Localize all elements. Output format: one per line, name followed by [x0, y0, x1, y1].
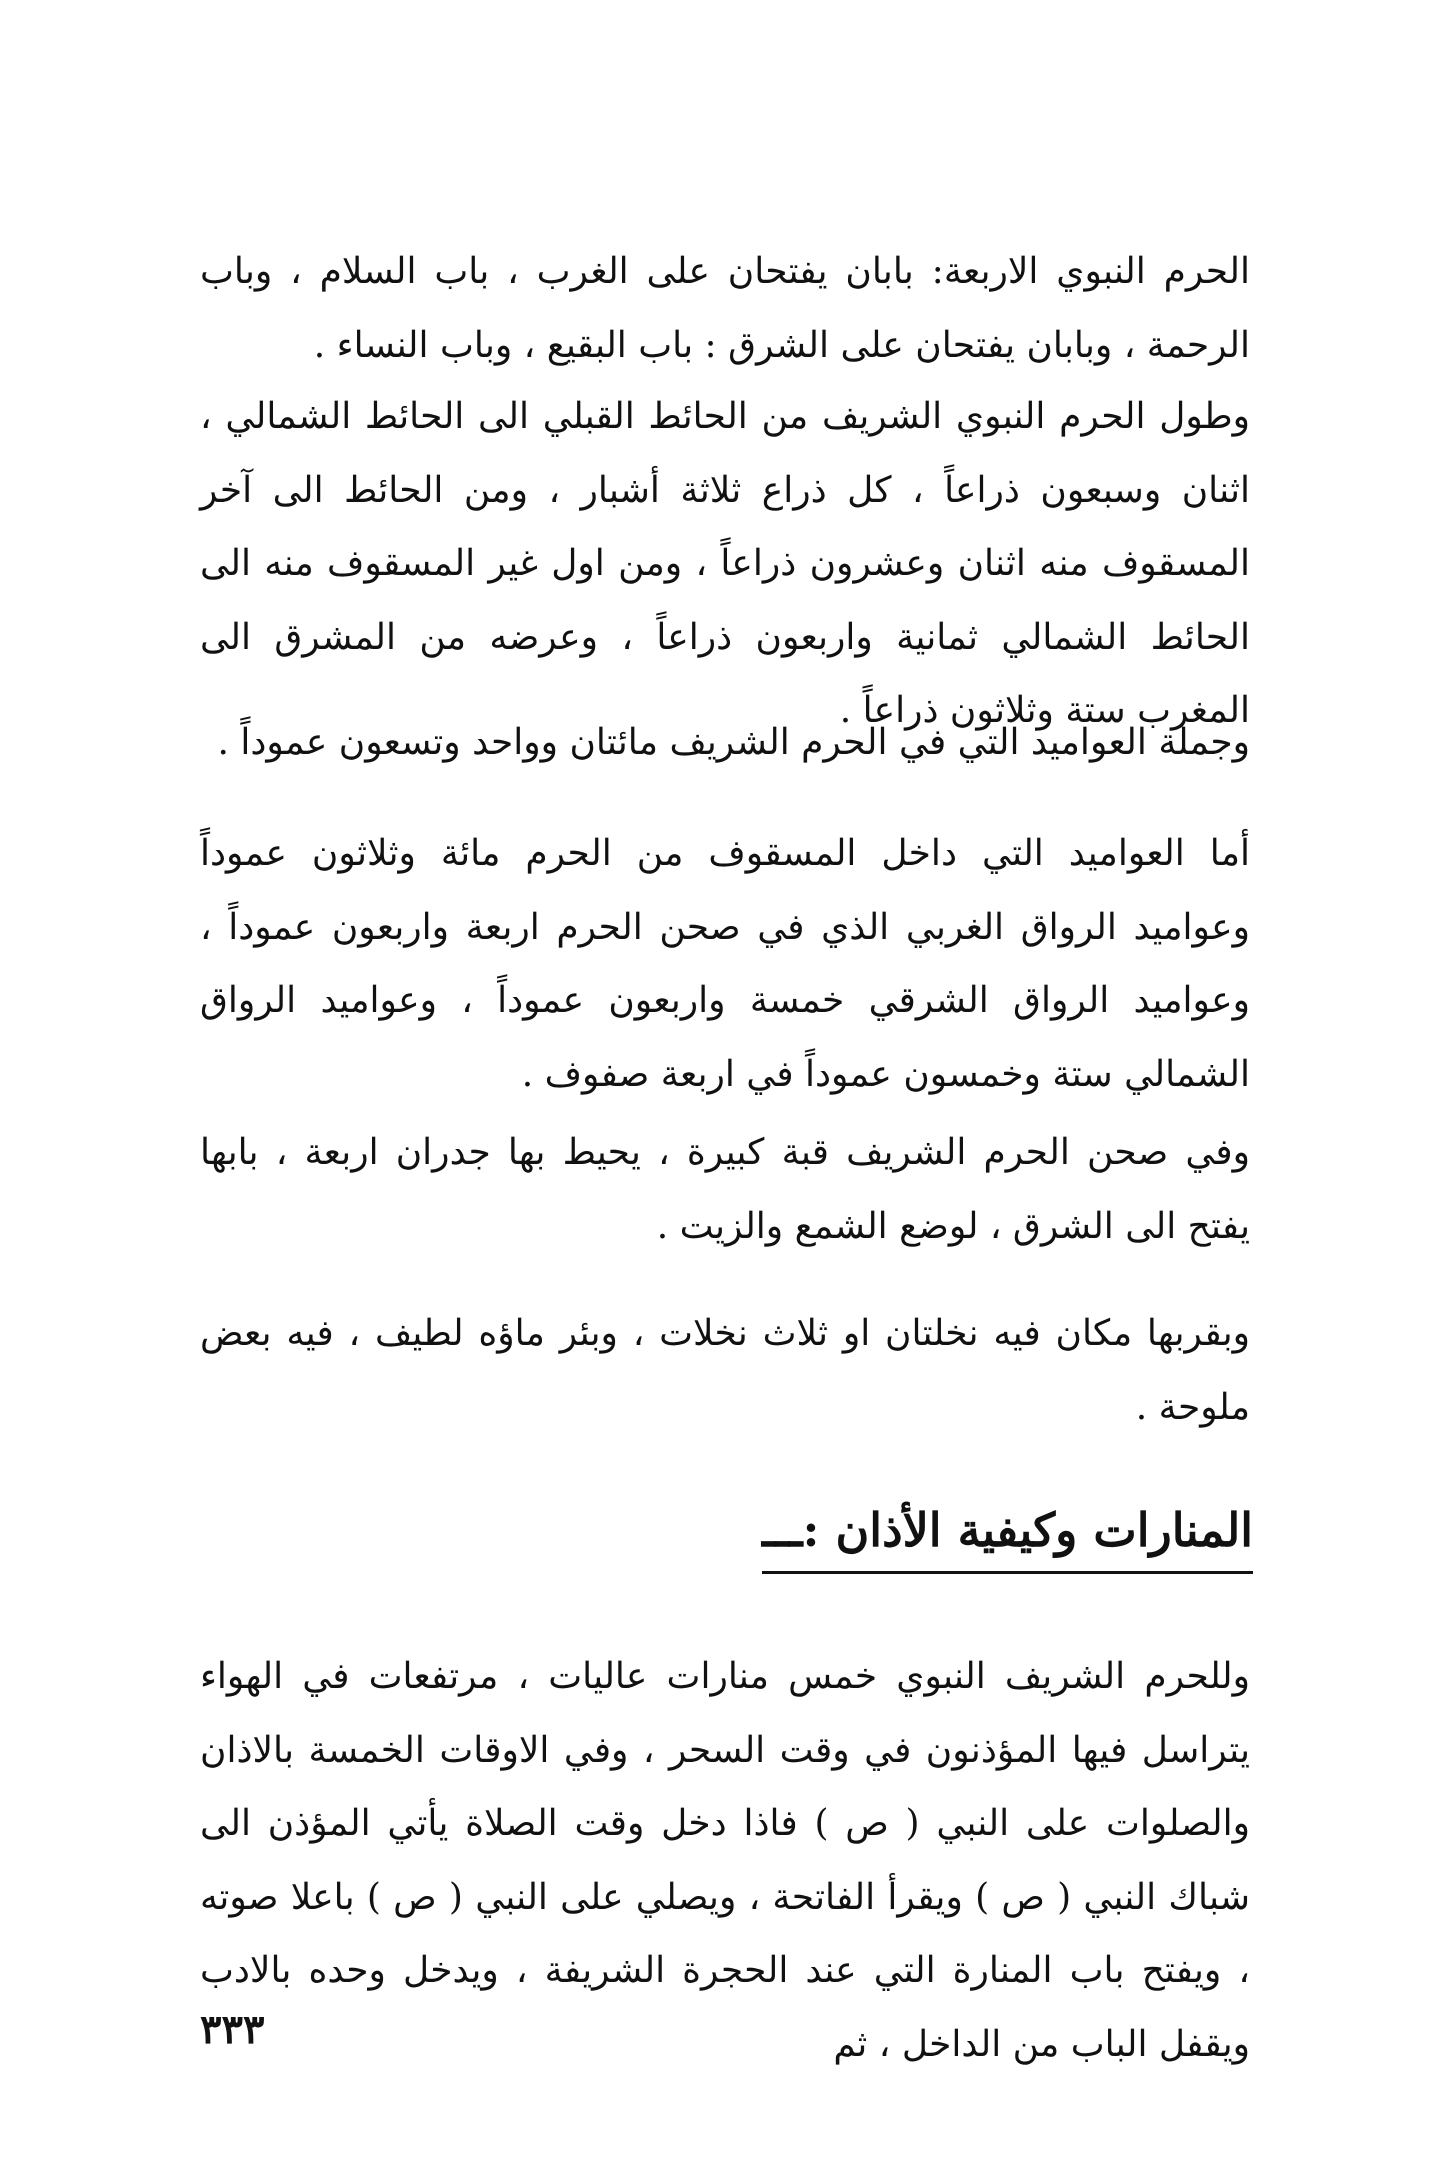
paragraph-palms-well: وبقربها مكان فيه نخلتان او ثلاث نخلات ، وبئر ماؤه لطيف ، فيه بعض ملوحة .: [200, 1313, 1250, 1428]
section-heading: المنارات وكيفية الأذان :ـــ: [762, 1495, 1253, 1574]
page-number: ٣٣٣: [200, 2006, 265, 2053]
paragraph-dimensions: وطول الحرم النبوي الشريف من الحائط القبلي الى الحائط الشمالي ، اثنان وسبعون ذراعاً ، كل ذراع ثلاثة أشبار ، ومن الحائط الى آخر المسقوف منه اثنان وعشرون ذراعاً ، ومن اول غير المسقوف منه الى الحائط الشمالي ثمانية واربعون ذراعاً ، وعرضه من المشرق الى المغرب ستة وثلاثون ذراعاً .: [200, 396, 1250, 731]
paragraph-column-total: وجملة العواميد التي في الحرم الشريف مائتان وواحد وتسعون عموداً .: [217, 722, 1250, 763]
paragraph-columns-detail: أما العواميد التي داخل المسقوف من الحرم مائة وثلاثون عموداً وعواميد الرواق الغربي الذي في صحن الحرم اربعة واربعون عموداً ، وعواميد الرواق الشرقي خمسة واربعون عموداً ، وعواميد الرواق الشمالي ستة وخمسون عموداً في اربعة صفوف .: [200, 833, 1250, 1095]
paragraph-dome: وفي صحن الحرم الشريف قبة كبيرة ، يحيط بها جدران اربعة ، بابها يفتح الى الشرق ، لوضع الشمع والزيت .: [200, 1132, 1250, 1247]
paragraph-minarets: وللحرم الشريف النبوي خمس منارات عاليات ، مرتفعات في الهواء يتراسل فيها المؤذنون في وقت السحر ، وفي الاوقات الخمسة بالاذان والصلوات على النبي ( ص ) فاذا دخل وقت الصلاة يأتي المؤذن الى شباك النبي ( ص ) ويقرأ الفاتحة ، ويصلي على النبي ( ص ) باعلا صوته ، ويفتح باب المنارة التي عند الحجرة الشريفة ، ويدخل وحده بالادب ويقفل الباب من الداخل ، ثم: [200, 1656, 1250, 2065]
paragraph-gates: الحرم النبوي الاربعة: بابان يفتحان على الغرب ، باب السلام ، وباب الرحمة ، وبابان يفتحان على الشرق : باب البقيع ، وباب النساء .: [200, 251, 1250, 366]
section-heading-container: [762, 1495, 1253, 1574]
